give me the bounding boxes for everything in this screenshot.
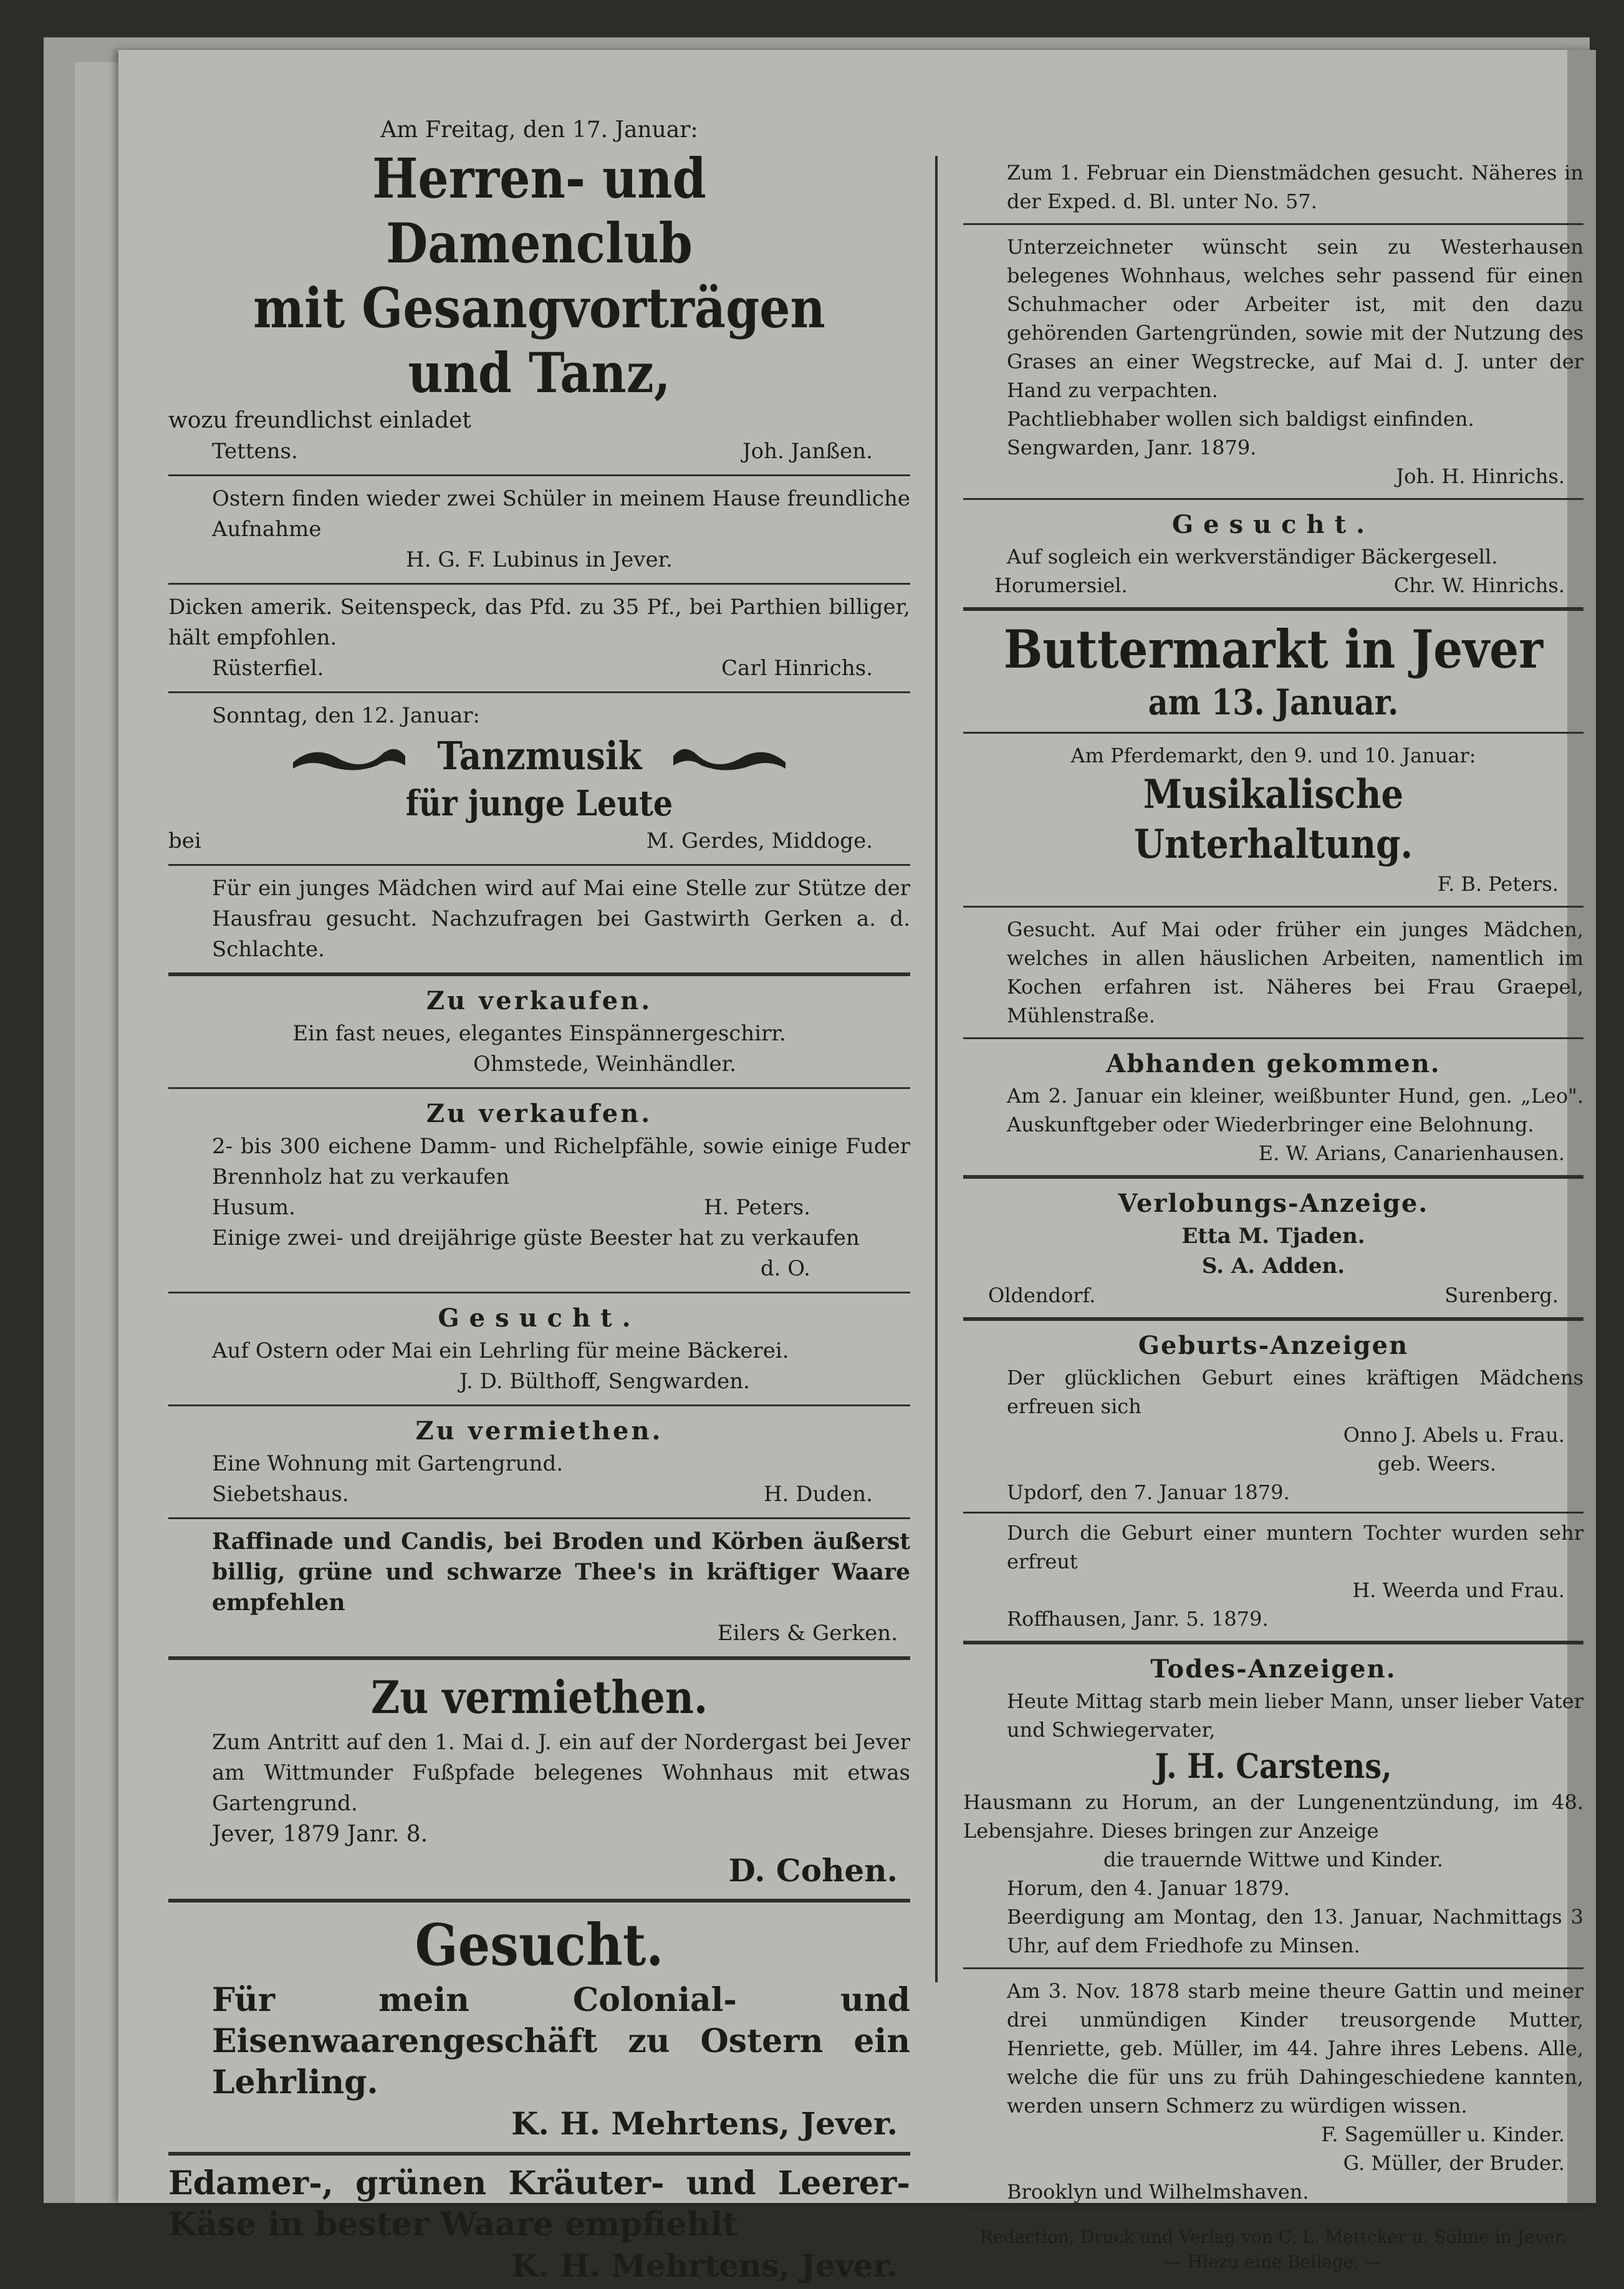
ad-text-1: Der glücklichen Geburt eines kräftigen Mädchens erfreuen sich <box>1007 1366 1583 1418</box>
ad-deceased-name: J. H. Carstens, <box>1155 1746 1392 1786</box>
ad-signature-2: G. Müller, der Bruder. <box>1343 2151 1565 2175</box>
ad-date: Sengwarden, Janr. 1879. <box>1007 436 1257 459</box>
ad-title: Musikalische Unterhaltung. <box>1133 771 1413 868</box>
ad-verkaufen-holz <box>168 1094 910 1287</box>
ad-signature-1b: geb. Weers. <box>1377 1452 1496 1476</box>
ad-seitenspeck <box>168 590 910 686</box>
ad-place: Siebetshaus. <box>212 1482 349 1507</box>
ad-date: Am Freitag, den 17. Januar: <box>380 117 698 143</box>
ad-date-1: Updorf, den 7. Januar 1879. <box>1007 1480 1290 1504</box>
ad-heading: Gesucht. <box>1171 510 1375 539</box>
ad-date-2: Roffhausen, Janr. 5. 1879. <box>1007 1607 1269 1631</box>
ad-text: Ostern finden wieder zwei Schüler in meinem Hause freundliche Aufnahme <box>212 486 910 542</box>
ad-signature: Joh. H. Hinrichs. <box>1396 464 1565 488</box>
ad-heading: Zu vermiethen. <box>415 1416 663 1446</box>
ad-signature: Carl Hinrichs. <box>721 656 873 681</box>
ad-text-2: Einige zwei- und dreijährige güste Beester hat zu verkaufen <box>212 1226 860 1250</box>
ad-heading: Gesucht. <box>438 1303 641 1333</box>
ad-vermiethen-wohnung <box>168 1411 910 1512</box>
ad-tanzmusik <box>168 698 910 859</box>
ad-todesanzeige-2 <box>963 1974 1583 2209</box>
ornament-left-icon <box>290 737 408 775</box>
ad-subtitle: am 13. Januar. <box>1148 682 1399 723</box>
ad-wohnhaus-verpachten <box>963 230 1583 493</box>
ad-date: Horum, den 4. Januar 1879. <box>1007 1876 1290 1900</box>
ad-signature: J. D. Bülthoff, Sengwarden. <box>459 1369 750 1394</box>
ad-bei: bei <box>168 828 201 853</box>
ad-place: Rüsterfiel. <box>212 656 324 681</box>
ad-text: Am 3. Nov. 1878 starb meine theure Gattin und meiner drei unmündigen Kinder treusorgende Mutter, Henriette, geb. Müller, im 44. Jahre ihres Lebens. Alle, welche die für uns zu früh Dahingeschiedene kannten, werden unsern Schmerz zu würdigen wissen. <box>1007 1979 1583 2118</box>
ad-text: Am 2. Januar ein kleiner, weißbunter Hund, gen. „Leo". Auskunftgeber oder Wiederbringer eine Belohnung. <box>1007 1084 1583 1136</box>
ad-place: Tettens. <box>212 439 298 464</box>
ad-text: 2- bis 300 eichene Damm- und Richelpfähle, sowie einige Fuder Brennholz hat zu verkaufen <box>212 1134 910 1189</box>
ad-signature-2: d. O. <box>760 1256 810 1281</box>
ad-signature: D. Cohen. <box>728 1852 898 1889</box>
ad-gesucht-maedchen <box>963 913 1583 1032</box>
left-column <box>168 112 910 2289</box>
ad-title-line1: Herren- und Damenclub <box>372 146 706 276</box>
ad-heading: Zu verkaufen. <box>426 986 653 1015</box>
ad-verlobung <box>963 1184 1583 1312</box>
ad-name-1: Etta M. Tjaden. <box>1181 1224 1365 1249</box>
ad-heading: Abhanden gekommen. <box>1106 1049 1441 1078</box>
ad-title: Tanzmusik <box>436 733 642 779</box>
ad-raffinade <box>168 1524 910 1651</box>
ad-text: Auf sogleich ein werkverständiger Bäckergesell. <box>1007 545 1498 569</box>
ad-herrenclub <box>168 112 910 469</box>
ad-signature: M. Gerdes, Middoge. <box>646 828 873 853</box>
ad-schueler <box>168 481 910 578</box>
ad-text-2: Durch die Geburt einer muntern Tochter wurden sehr erfreut <box>1007 1521 1583 1573</box>
ad-text: Zum Antritt auf den 1. Mai d. J. ein auf der Nordergast bei Jever am Wittmunder Fußpfade belegenes Wohnhaus mit etwas Gartengrund. <box>212 1730 910 1816</box>
column-divider <box>935 156 938 1982</box>
ad-verkaufen-geschirr <box>168 981 910 1082</box>
ad-abhanden <box>963 1044 1583 1170</box>
ad-text: Eine Wohnung mit Gartengrund. <box>212 1451 564 1476</box>
ad-signature: Eilers & Gerken. <box>717 1621 898 1646</box>
ad-text: Auf Ostern oder Mai ein Lehrling für meine Bäckerei. <box>212 1338 789 1363</box>
ad-place: Husum. <box>212 1195 295 1220</box>
ad-title-line2: mit Gesangvorträgen <box>253 276 825 340</box>
ad-name-2: S. A. Adden. <box>1201 1254 1345 1279</box>
ad-place-1: Oldendorf. <box>988 1284 1096 1307</box>
ad-signature: K. H. Mehrtens, Jever. <box>511 2105 898 2142</box>
ad-maedchen-stelle <box>168 871 910 967</box>
ad-signature: Joh. Janßen. <box>742 439 873 464</box>
imprint-line-1: Redaction, Druck und Verlag von C. L. Mettcker u. Söhne in Jever. <box>979 2227 1567 2247</box>
ad-text: Gesucht. Auf Mai oder früher ein junges Mädchen, welches in allen häuslichen Arbeiten, namentlich im Kochen erfahren ist. Näheres bei Frau Graepel, Mühlenstraße. <box>1007 918 1583 1027</box>
ad-todesanzeige <box>963 1649 1583 1962</box>
ad-subtitle: für junge Leute <box>405 783 673 824</box>
imprint <box>963 2222 1583 2277</box>
right-column <box>963 156 1583 2277</box>
ad-geburt <box>963 1326 1583 1636</box>
ad-text-1: Heute Mittag starb mein lieber Mann, unser lieber Vater und Schwiegervater, <box>1007 1689 1583 1742</box>
ad-text-2: Hausmann zu Horum, an der Lungenentzündung, im 48. Lebensjahre. Dieses bringen zur Anzeige <box>963 1790 1583 1843</box>
ad-date: Jever, 1879 Janr. 8. <box>212 1821 428 1847</box>
ad-vermiethen-wohnhaus <box>168 1665 910 1894</box>
ad-text: Für ein junges Mädchen wird auf Mai eine Stelle zur Stütze der Hausfrau gesucht. Nachzufragen bei Gastwirth Gerken a. d. Schlachte. <box>212 876 910 962</box>
ad-signature: F. B. Peters. <box>1437 872 1559 896</box>
ad-text: Raffinade und Candis, bei Broden und Körben äußerst billig, grüne und schwarze Thee's in kräftiger Waare empfehlen <box>212 1528 910 1616</box>
ad-invite: wozu freundlichst einladet <box>168 408 471 433</box>
ad-buttermarkt <box>963 616 1583 727</box>
imprint-line-2: — Hiezu eine Beilage. — <box>1164 2252 1383 2272</box>
ad-baeckergesell <box>963 505 1583 602</box>
ad-dienstmaedchen <box>963 156 1583 218</box>
ad-title: Buttermarkt in Jever <box>1003 618 1544 680</box>
ad-gesucht-colonial <box>168 1908 910 2147</box>
ad-heading: Zu verkaufen. <box>426 1099 653 1128</box>
ad-signature-1: F. Sagemüller u. Kinder. <box>1321 2123 1565 2146</box>
ad-place: Horumersiel. <box>994 573 1128 597</box>
ad-heading: Geburts-Anzeigen <box>1138 1331 1409 1360</box>
ad-signature: H. Duden. <box>763 1482 873 1507</box>
ornament-right-icon <box>670 737 789 775</box>
ad-heading: Todes-Anzeigen. <box>1150 1654 1396 1684</box>
ad-date: Sonntag, den 12. Januar: <box>212 703 481 728</box>
ad-kaese <box>168 2161 910 2289</box>
ad-signature-2: H. Weerda und Frau. <box>1352 1578 1565 1602</box>
ad-text: Für mein Colonial- und Eisenwaarengeschäft zu Ostern ein Lehrling. <box>212 1981 910 2101</box>
ad-place: Brooklyn und Wilhelmshaven. <box>1007 2180 1309 2204</box>
ad-signature: Chr. W. Hinrichs. <box>1393 573 1565 597</box>
ad-title-line3: und Tanz, <box>408 340 671 405</box>
ad-signature: K. H. Mehrtens, Jever. <box>511 2247 898 2284</box>
ad-musikalische-unterhaltung <box>963 739 1583 901</box>
ad-text: Dicken amerik. Seitenspeck, das Pfd. zu 35 Pf., bei Parthien billiger, hält empfohlen. <box>168 595 910 650</box>
ad-title: Zu vermiethen. <box>370 1671 708 1724</box>
ad-text: Zum 1. Februar ein Dienstmädchen gesucht. Näheres in der Exped. d. Bl. unter No. 57. <box>1007 161 1583 213</box>
ad-gesucht-lehrling <box>168 1298 910 1399</box>
ad-signature: H. G. F. Lubinus in Jever. <box>406 547 673 572</box>
ad-text: Ein fast neues, elegantes Einspännergeschirr. <box>292 1021 786 1046</box>
ad-text-2: Pachtliebhaber wollen sich baldigst einfinden. <box>1007 407 1474 431</box>
ad-mourners: die trauernde Wittwe und Kinder. <box>1103 1848 1443 1871</box>
ad-signature: E. W. Arians, Canarienhausen. <box>1258 1141 1565 1165</box>
ad-heading: Verlobungs-Anzeige. <box>1118 1189 1429 1218</box>
ad-signature: Ohmstede, Weinhändler. <box>473 1052 736 1077</box>
ad-place-2: Surenberg. <box>1444 1284 1559 1307</box>
ad-title: Gesucht. <box>415 1911 664 1979</box>
ad-burial: Beerdigung am Montag, den 13. Januar, Nachmittags 3 Uhr, auf dem Friedhofe zu Minsen. <box>1007 1905 1583 1957</box>
ad-text: Edamer-, grünen Kräuter- und Leerer-Käse in bester Waare empfiehlt <box>168 2164 910 2243</box>
ad-text: Unterzeichneter wünscht sein zu Westerhausen belegenes Wohnhaus, welches sehr passend für einen Schuhmacher oder Arbeiter ist, mit den dazu gehörenden Gartengründen, sowie mit der Nutzung des Grases an einer Wegstrecke, auf Mai d. J. unter der Hand zu verpachten. <box>1007 235 1583 402</box>
ad-signature-1: Onno J. Abels u. Frau. <box>1343 1423 1565 1447</box>
ad-signature: H. Peters. <box>703 1195 810 1220</box>
ad-date: Am Pferdemarkt, den 9. und 10. Januar: <box>1070 744 1476 767</box>
